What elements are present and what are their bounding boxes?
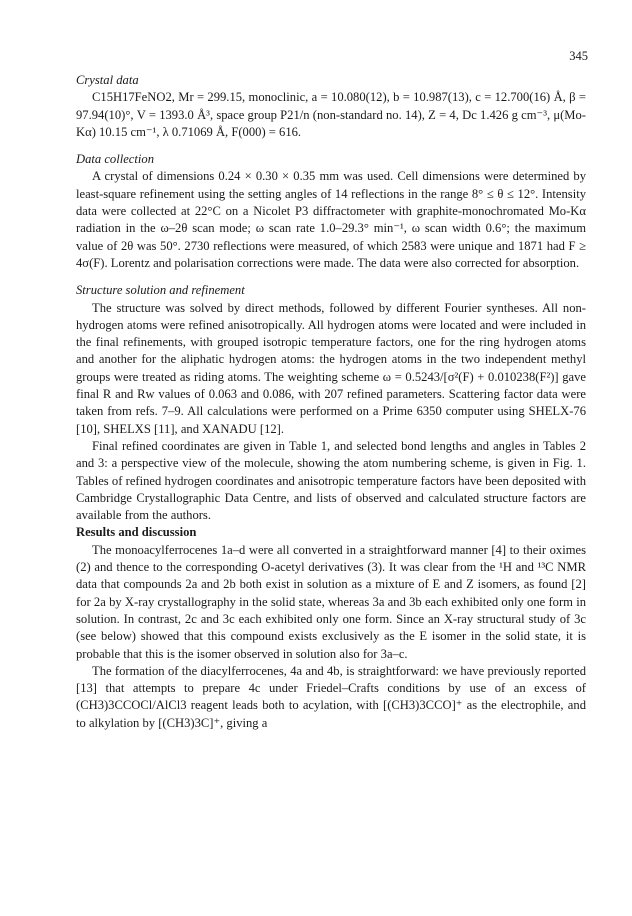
page-number: 345 — [569, 49, 588, 63]
results-paragraph-2: The formation of the diacylferrocenes, 4a and 4b, is straightforward: we have previously reported [13] that attempts to prepare 4c under Friedel–Crafts conditions by use of an excess of (CH3)3CCOCl/AlCl3 reagent leads both to acylation, with [(CH3)3CCO]⁺ as the electrophile, and to alkylation by [(CH3)3C]⁺, giving a — [76, 663, 586, 730]
section-heading-crystal-data: Crystal data — [76, 73, 139, 87]
section-heading-results: Results and discussion — [76, 525, 197, 540]
crystal-data-paragraph: C15H17FeNO2, Mr = 299.15, monoclinic, a = 10.080(12), b = 10.987(13), c = 12.700(16) Å, β = 97.94(10)°, V = 1393.0 Å³, space group P21/n (non-standard no. 14), Z = 4, Dc 1.426 g cm⁻³, μ(Mo-Kα) 10.15 cm⁻¹, λ 0.71069 Å, F(000) = 616. — [76, 90, 586, 139]
data-collection-paragraph: A crystal of dimensions 0.24 × 0.30 × 0.35 mm was used. Cell dimensions were determined by least-square refinement using the setting angles of 14 reflections in the range 8° ≤ θ ≤ 12°. Intensity data were collected at 22°C on a Nicolet P3 diffractometer with graphite-monochromated Mo-Kα radiation in the ω–2θ scan mode; ω scan rate 1.0–29.3° min⁻¹, ω scan width 0.6°; the maximum value of 2θ was 50°. 2730 reflections were measured, of which 2583 were unique and 1871 had F ≥ 4σ(F). Lorentz and polarisation corrections were made. The data were also corrected for absorption. — [76, 169, 586, 270]
structure-solution-paragraph-1: The structure was solved by direct methods, followed by different Fourier syntheses. All non-hydrogen atoms were refined anisotropically. All hydrogen atoms were located and were included in the final refinements, with grouped isotropic temperature factors, one for the ring hydrogen atoms and another for the aliphatic hydrogen atoms: the hydrogen atoms in the two independent methyl groups were treated as riding atoms. The weighting scheme ω = 0.5243/[σ²(F) + 0.010238(F²)] gave final R and Rw values of 0.063 and 0.086, with 207 refined parameters. Scattering factor data were taken from refs. 7–9. All calculations were performed on a Prime 6350 computer using SHELX-76 [10], SHELXS [11], and XANADU [12]. — [76, 300, 586, 436]
article-body — [76, 72, 586, 732]
section-heading-data-collection: Data collection — [76, 152, 154, 167]
structure-solution-paragraph-2: Final refined coordinates are given in Table 1, and selected bond lengths and angles in Tables 2 and 3: a perspective view of the molecule, showing the atom numbering scheme, is given in Fig. 1. Tables of refined hydrogen coordinates and anisotropic temperature factors have been deposited with Cambridge Crystallographic Data Centre, and lists of observed and calculated structure factors are available from the authors. — [76, 438, 586, 523]
section-heading-structure-solution: Structure solution and refinement — [76, 283, 245, 298]
results-paragraph-1: The monoacylferrocenes 1a–d were all converted in a straightforward manner [4] to their oximes (2) and thence to the corresponding O-acetyl derivatives (3). It was clear from the ¹H and ¹³C NMR data that compounds 2a and 2b both exist in solution as a mixture of E and Z isomers, as found [2] for 2a by X-ray crystallography in the solid state, whereas 3a and 3b each exhibited only one form in solution. In contrast, 2c and 3c each exhibited only one form. Since an X-ray structural study of 3c (see below) showed that this compound exists exclusively as the E isomer in the solid state, it is probable that this is the isomer observed in solution also for 3a–c. — [76, 542, 586, 661]
